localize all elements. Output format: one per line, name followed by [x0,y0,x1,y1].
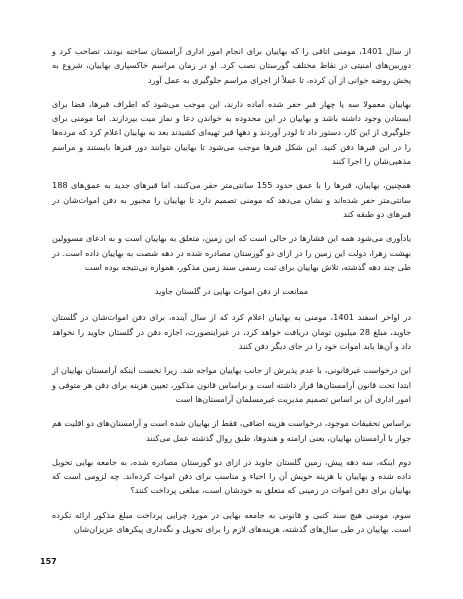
paragraph-1: از سال 1401، مومنی اتاقی را که بهاییان برای انجام امور اداری آرامستان ساخته بودند، تصاحب کرد و دوربین‌های امنیتی در نقاط مختلف گورستان نصب کرد. او در زمان مراسم خاکسپاری بهاییان، شروع به پخش روضه خوانی از آن کرده، تا عملاً از اجرای مراسم جلوگیری به عمل آورد [52,46,411,85]
paragraph-3: همچنین، بهاییان، قبرها را با عمق حدود 155 سانتی‌متر حفر می‌کنند، اما قبرهای جدید به عمق‌های 188 سانتی‌متر حفر شده‌اند و نشان می‌دهد که مومنی تصمیم دارد تا بهاییان را مجبور به دفن اموات‌شان در قبرهای دو طبقه کند [52,180,411,219]
paragraph-7: براساس تحقیقات موجود، درخواست هزینه اضافی، فقط از بهاییان شده است و آرامستان‌های دو اقلیت هم جوار با آرامستان بهاییان، یعنی ارامنه و هندوها، طبق روال گذشته عمل می‌کنند [52,418,411,443]
page-number: 157 [40,557,57,566]
section-heading: ممانعت از دفن اموات بهایی در گلستان جاوید [154,286,309,297]
paragraph-2: بهاییان معمولا سه یا چهار قبر حفر شده آماده دارند، این موجب می‌شود که اطراف قبرها، فضا برای ایستادن وجود داشته باشد و بهاییان در این محدوده به خواندن دعا و نماز میت بپردازند. اما مومنی برای جلوگیری از این کار، دستور داد تا لودر آوردند و دهها قبر تهیه‌ای کشیدند بعد به بهاییان اعلام کرد که مرده‌ها را در این قبرها دفن کنید. این شکل قبرها موجب می‌شود تا بهاییان نتوانند دور قبرها بایستند و مراسم مذهبی‌شان را اجرا کنند [52,98,411,167]
paragraph-8: دوم اینکه، سه دهه پیش، زمین گلستان جاوید در ازای دو گورستان مصادره شده، به جامعه بهایی تحویل داده شده و بهاییان با هزینه خویش آن را احیاء و مناسب برای دفن اموات کرده‌اند. چه لزومی است که بهاییان برای دفن اموات در زمینی که متعلق به خودشان است، مبلغی پرداخت کنند؟ [52,456,411,496]
paragraph-9: سوم، مومنی هیچ سند کتبی و قانونی به جامعه بهایی در مورد چرایی پرداخت مبلغ مذکور ارائه نکرده است. بهاییان در طی سال‌های گذشته، هزینه‌های لازم را برای تحویل و نگه‌داری پیکرهای عزیزان‌شان [52,509,411,535]
paragraph-4: یادآوری می‌شود همه این فشارها در حالی است که این زمین، متعلق به بهاییان است و به ادعای مسوولین بهشت زهرا، دولت این زمین را در ازای دو گورستان مصادره شده در دهه شصت به بهاییان داده است. در طی چند دهه گذشته، تلاش بهاییان برای ثبت رسمی سند زمین مذکور، همواره بی‌نتیجه بوده است [52,233,411,272]
paragraph-6: این درخواست غیرقانونی، با عدم پذیرش از جانب بهاییان مواجه شد. زیرا نخست اینکه آرامستان بهاییان از ابتدا تحت قانون آرامستان‌ها قرار داشته است و براساس قانون مذکور، تعیین هزینه برای دفن هر متوفی و امور اداری آن بر اساس تصمیم مدیریت غیرمسلمان آرامستان‌ها است [52,365,411,404]
paragraph-5: در اواخر اسفند 1401، مومنی به بهاییان اعلام کرد که از سال آینده، برای دفن اموات‌شان در گلستان جاوید، مبلغ 28 میلیون تومان دریافت خواهد کرد، در غیراینصورت، اجازه دفن در گلستان جاوید را نخواهد داد و آن‌ها باید اموات خود را در جای دیگر دفن کنند [52,312,411,352]
